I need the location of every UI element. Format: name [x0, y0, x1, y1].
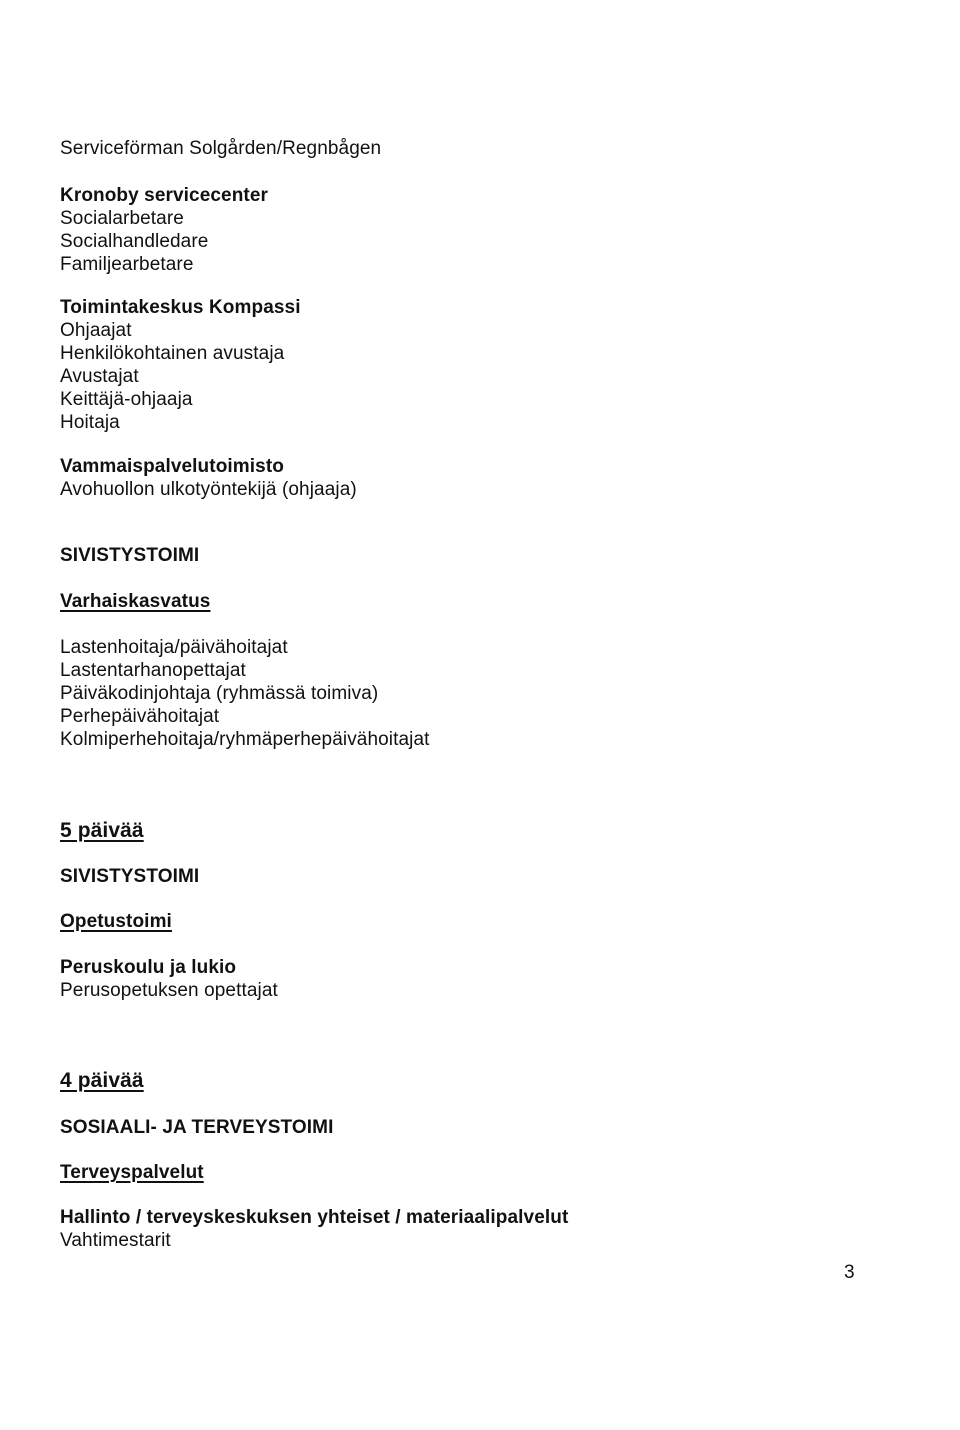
varhaiskasvatus-subheading: Varhaiskasvatus	[60, 591, 211, 612]
hallinto-item: Vahtimestarit	[60, 1230, 171, 1251]
four-days-section: SOSIAALI- JA TERVEYSTOIMI	[60, 1117, 334, 1138]
vammais-item: Avohuollon ulkotyöntekijä (ohjaaja)	[60, 479, 357, 500]
four-days-heading: 4 päivää	[60, 1069, 144, 1092]
varhaiskasvatus-item: Lastentarhanopettajat	[60, 660, 246, 681]
varhaiskasvatus-item: Päiväkodinjohtaja (ryhmässä toimiva)	[60, 683, 379, 704]
five-days-heading: 5 päivää	[60, 819, 144, 842]
opetustoimi-subheading: Opetustoimi	[60, 911, 172, 932]
kompassi-item: Keittäjä-ohjaaja	[60, 389, 193, 410]
terveyspalvelut-subheading: Terveyspalvelut	[60, 1162, 204, 1183]
hallinto-group: Hallinto / terveyskeskuksen yhteiset / materiaalipalvelut	[60, 1207, 569, 1228]
kompassi-item: Henkilökohtainen avustaja	[60, 343, 285, 364]
peruskoulu-item: Perusopetuksen opettajat	[60, 980, 278, 1001]
varhaiskasvatus-item: Lastenhoitaja/päivähoitajat	[60, 637, 288, 658]
varhaiskasvatus-item: Kolmiperhehoitaja/ryhmäperhepäivähoitajat	[60, 729, 430, 750]
sivistys-heading: SIVISTYSTOIMI	[60, 545, 200, 566]
intro-line: Serviceförman Solgården/Regnbågen	[60, 138, 382, 159]
kronoby-item: Familjearbetare	[60, 254, 194, 275]
kompassi-item: Hoitaja	[60, 412, 120, 433]
kronoby-item: Socialhandledare	[60, 231, 209, 252]
kompassi-item: Avustajat	[60, 366, 139, 387]
five-days-section: SIVISTYSTOIMI	[60, 866, 200, 887]
varhaiskasvatus-item: Perhepäivähoitajat	[60, 706, 220, 727]
page-number: 3	[844, 1262, 855, 1283]
peruskoulu-group: Peruskoulu ja lukio	[60, 957, 237, 978]
kompassi-heading: Toimintakeskus Kompassi	[60, 297, 301, 318]
kronoby-item: Socialarbetare	[60, 208, 184, 229]
vammais-heading: Vammaispalvelutoimisto	[60, 456, 284, 477]
kompassi-item: Ohjaajat	[60, 320, 132, 341]
kronoby-heading: Kronoby servicecenter	[60, 185, 269, 206]
